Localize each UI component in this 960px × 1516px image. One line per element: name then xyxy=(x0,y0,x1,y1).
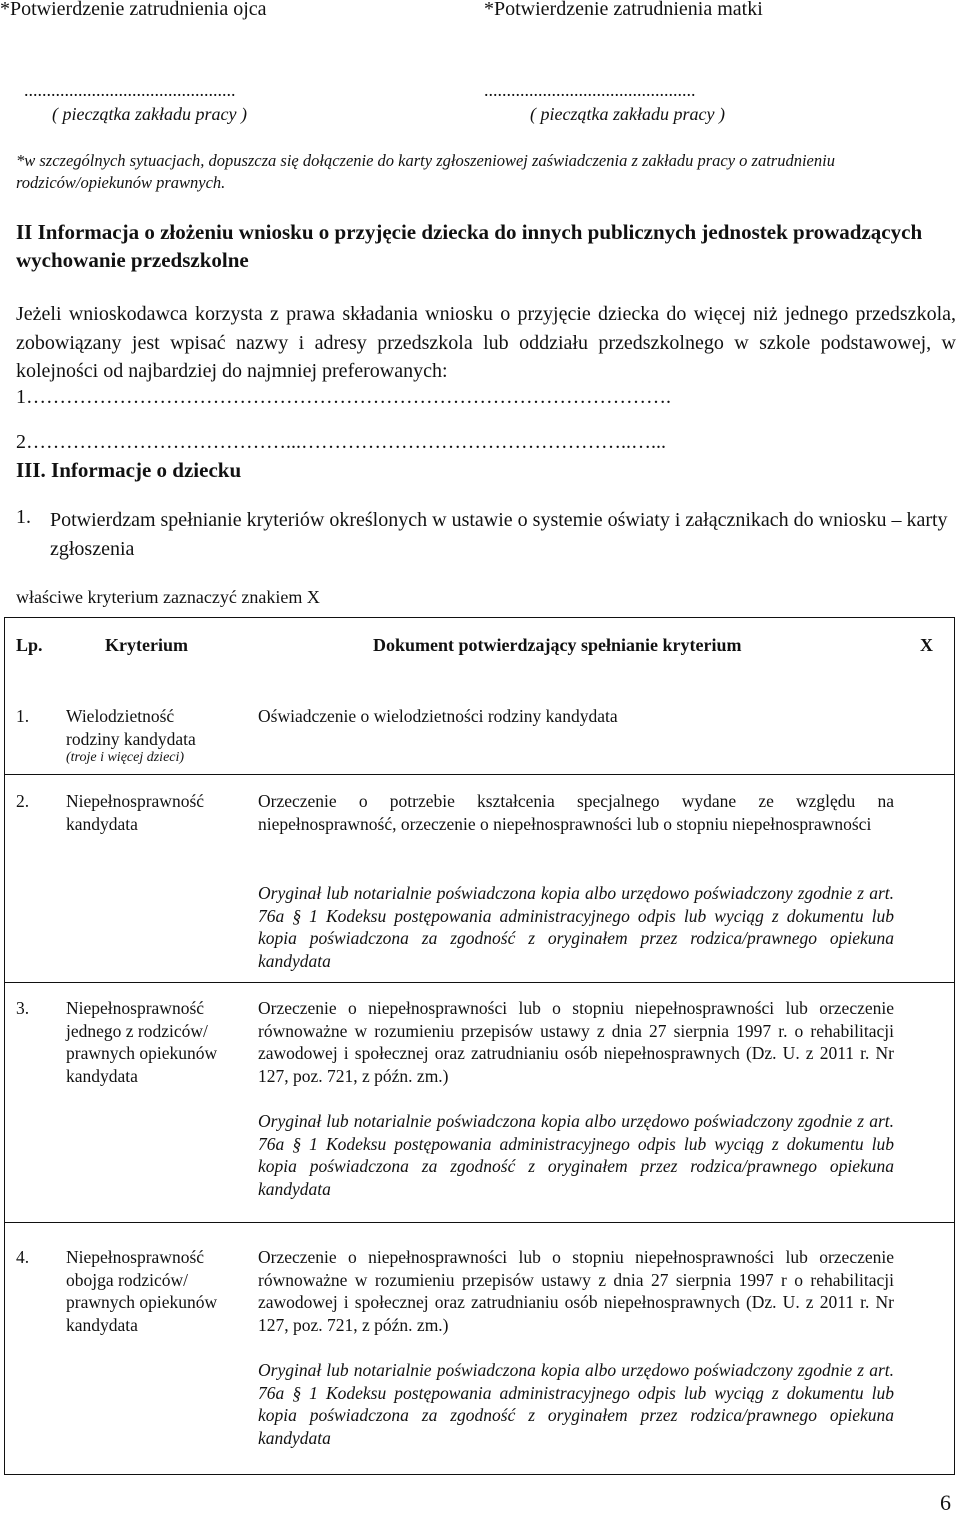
row-1-lp: 1. xyxy=(16,706,30,726)
row-4-lp: 4. xyxy=(16,1247,30,1267)
father-stamp-label: ( pieczątka zakładu pracy ) xyxy=(52,104,247,124)
header-x: X xyxy=(920,635,933,655)
father-confirmation-title: *Potwierdzenie zatrudnienia ojca xyxy=(0,0,267,20)
row-4-criterion: Niepełnosprawność obojga rodziców/ prawnych opiekunów kandydata xyxy=(66,1247,218,1335)
section-2-heading: II Informacja o złożeniu wniosku o przyjęcie dziecka do innych publicznych jednostek prowadzących wychowanie przedszkolne xyxy=(16,220,923,272)
section-3-heading: III. Informacje o dziecku xyxy=(16,458,242,482)
mother-confirmation-title: *Potwierdzenie zatrudnienia matki xyxy=(484,0,763,20)
preferred-preschool-2: 2…………………………………...…………………………………………..…... xyxy=(16,431,666,453)
point-1-number: 1. xyxy=(16,506,31,528)
row-2-lp: 2. xyxy=(16,791,30,811)
row-3-criterion: Niepełnosprawność jednego z rodziców/ prawnych opiekunów kandydata xyxy=(66,998,218,1086)
mother-stamp-label: ( pieczątka zakładu pracy ) xyxy=(530,104,725,124)
header-lp: Lp. xyxy=(16,635,43,655)
table-right-border xyxy=(954,617,955,1475)
mother-signature-line: ............................................... xyxy=(484,80,696,100)
row-4-document-note: Oryginał lub notarialnie poświadczona kopia albo urzędowo poświadczony zgodnie z art. 76a § 1 Kodeksu postępowania administracyjnego odpis lub wyciąg z dokumentu lub kopia poświadczona za zgodność z oryginałem przez rodzica/prawnego opiekuna kandydata xyxy=(258,1360,894,1448)
row-1-criterion: Wielodzietność rodziny kandydata xyxy=(66,706,196,749)
table-left-border xyxy=(4,617,5,1475)
preferred-preschool-1: 1……………………………………………………………………………………. xyxy=(16,386,671,408)
page-number: 6 xyxy=(940,1490,951,1515)
point-1-text: Potwierdzam spełnianie kryteriów określonych w ustawie o systemie oświaty i załącznikach do wniosku – karty zgłoszenia xyxy=(50,509,948,560)
row-1-document: Oświadczenie o wielodzietności rodziny kandydata xyxy=(258,706,618,726)
row-2-criterion: Niepełnosprawność kandydata xyxy=(66,791,205,834)
criterion-instruction: właściwe kryterium zaznaczyć znakiem X xyxy=(16,587,320,607)
row-2-document: Orzeczenie o potrzebie kształcenia specjalnego wydane ze względu na niepełnosprawność, orzeczenie o niepełnosprawności lub o stopniu niepełnosprawności xyxy=(258,791,894,834)
section-2-text: Jeżeli wnioskodawca korzysta z prawa składania wniosku o przyjęcie dziecka do więcej niż jednego przedszkola, zobowiązany jest wpisać nazwy i adresy przedszkola lub oddziału przedszkolnego w szkole podstawowej, w kolejności od najbardziej do najmniej preferowanych: xyxy=(16,303,956,382)
table-top-border xyxy=(4,617,955,618)
row-3-lp: 3. xyxy=(16,998,30,1018)
row-1-criterion-note: (troje i więcej dzieci) xyxy=(66,750,185,765)
employment-footnote-line1: *w szczególnych sytuacjach, dopuszcza się dołączenie do karty zgłoszeniowej zaświadczenia z zakładu pracy o zatrudnieniu xyxy=(16,151,835,170)
row-divider xyxy=(4,982,955,983)
employment-footnote-line2: rodziców/opiekunów prawnych. xyxy=(16,173,226,192)
row-divider xyxy=(4,774,955,775)
table-bottom-border xyxy=(4,1474,955,1475)
father-signature-line: ............................................... xyxy=(24,80,236,100)
row-3-document-note: Oryginał lub notarialnie poświadczona kopia albo urzędowo poświadczony zgodnie z art. 76a § 1 Kodeksu postępowania administracyjnego odpis lub wyciąg z dokumentu lub kopia poświadczona za zgodność z oryginałem przez rodzica/prawnego opiekuna kandydata xyxy=(258,1111,894,1199)
row-2-document-note: Oryginał lub notarialnie poświadczona kopia albo urzędowo poświadczony zgodnie z art. 76a § 1 Kodeksu postępowania administracyjnego odpis lub wyciąg z dokumentu lub kopia poświadczona za zgodność z oryginałem przez rodzica/prawnego opiekuna kandydata xyxy=(258,883,894,971)
row-3-document: Orzeczenie o niepełnosprawności lub o stopniu niepełnosprawności lub orzeczenie równoważne w rozumieniu przepisów ustawy z dnia 27 sierpnia 1997 r. o rehabilitacji zawodowej i społecznej oraz zatrudnianiu osób niepełnosprawnych (Dz. U. z 2011 r. Nr 127, poz. 721, z późn. zm.) xyxy=(258,998,894,1086)
row-divider xyxy=(4,1222,955,1223)
row-4-document: Orzeczenie o niepełnosprawności lub o stopniu niepełnosprawności lub orzeczenie równoważne w rozumieniu przepisów ustawy z dnia 27 sierpnia 1997 r o rehabilitacji zawodowej i społecznej oraz zatrudnianiu osób niepełnosprawnych (Dz. U. z 2011 r. Nr 127, poz. 721, z późn. zm.) xyxy=(258,1247,894,1335)
header-document: Dokument potwierdzający spełnianie kryterium xyxy=(373,635,742,655)
header-criterion: Kryterium xyxy=(105,635,188,655)
